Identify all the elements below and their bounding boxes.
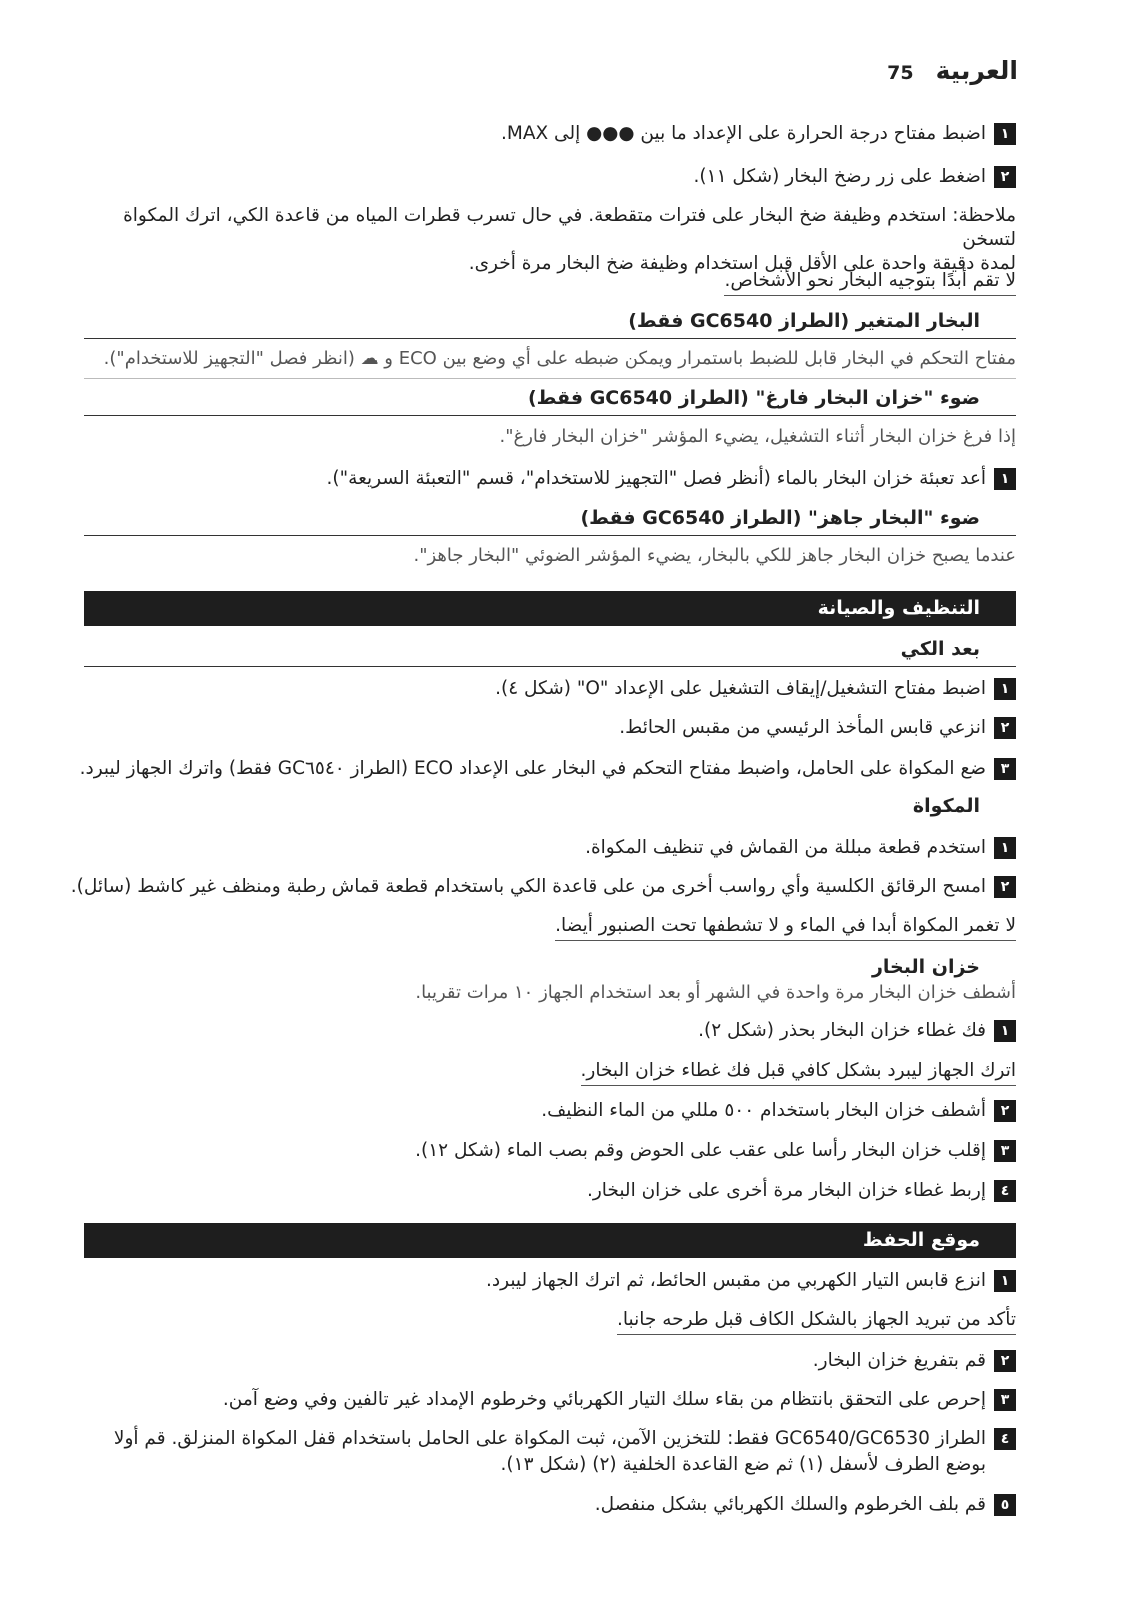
tank-empty-heading-row <box>84 384 1016 416</box>
iron-heading: المكواة <box>912 795 980 817</box>
step-text: إقلب خزان البخار رأسا على عقب على الحوض وقم بصب الماء (شكل ١٢). <box>415 1140 986 1161</box>
storage-step-4 <box>84 1426 1016 1478</box>
after-ironing-step-1 <box>84 676 1016 702</box>
page-header <box>887 56 1018 85</box>
step-set-temperature <box>84 121 1016 147</box>
tank-heading: خزان البخار <box>871 956 980 978</box>
step-number-badge: ٣ <box>994 1389 1016 1411</box>
warning-steam <box>84 268 1016 296</box>
iron-step-2 <box>70 874 1016 900</box>
tank-empty-body <box>84 424 1016 450</box>
tank-heading-row <box>84 953 1016 981</box>
step-text: اضغط على زر رضخ البخار (شكل ١١). <box>693 166 986 187</box>
step-number-badge: ٢ <box>994 1100 1016 1122</box>
iron-step-1 <box>84 835 1016 861</box>
note-line-1: ملاحظة: استخدم وظيفة ضخ البخار على فترات متقطعة. في حال تسرب قطرات المياه من قاعدة الكي، اترك المكواة لتسخن <box>123 205 1016 250</box>
storage-step-2 <box>84 1348 1016 1374</box>
step-number-badge: ١ <box>994 1270 1016 1292</box>
iron-heading-row <box>84 792 1016 820</box>
step-text: قم بلف الخرطوم والسلك الكهربائي بشكل منفصل. <box>594 1494 986 1515</box>
step-number-badge: ٤ <box>994 1180 1016 1202</box>
steam-ready-body <box>84 543 1016 569</box>
after-ironing-heading: بعد الكي <box>84 635 1016 667</box>
section-bar-storage <box>84 1223 1016 1258</box>
step-text: انزع قابس التيار الكهربي من مقبس الحائط، ثم اترك الجهاز ليبرد. <box>486 1270 986 1291</box>
section-bar-cleaning <box>84 591 1016 626</box>
tank-step-3 <box>84 1138 1016 1164</box>
section-title: موقع الحفظ <box>84 1223 1016 1258</box>
step-press-steam <box>84 164 1016 190</box>
after-ironing-heading-row <box>84 635 1016 667</box>
step-number-badge: ٢ <box>994 1350 1016 1372</box>
page-number: 75 <box>887 62 914 84</box>
step-text: اضبط مفتاح التشغيل/إيقاف التشغيل على الإعداد "O" (شكل ٤). <box>495 678 986 699</box>
step-text: إحرص على التحقق بانتظام من بقاء سلك التيار الكهربائي وخرطوم الإمداد غير تالفين وفي وضع آمن. <box>222 1389 986 1410</box>
step-number-badge: ٣ <box>994 758 1016 780</box>
variable-steam-heading-row <box>84 307 1016 339</box>
step-text: أعد تعبئة خزان البخار بالماء (أنظر فصل "التجهيز للاستخدام"، قسم "التعبئة السريعة"). <box>326 468 986 489</box>
tank-step-4 <box>84 1178 1016 1204</box>
steam-ready-heading-row <box>84 504 1016 536</box>
language-title: العربية <box>935 56 1018 85</box>
section-title: التنظيف والصيانة <box>84 591 1016 626</box>
step-text: إربط غطاء خزان البخار مرة أخرى على خزان البخار. <box>586 1180 986 1201</box>
after-ironing-step-3 <box>79 756 1016 782</box>
warning-tank <box>84 1058 1016 1086</box>
tank-empty-heading: ضوء "خزان البخار فارغ" (الطراز GC6540 فقط) <box>84 384 1016 416</box>
tank-empty-text: إذا فرغ خزان البخار أثناء التشغيل، يضيء المؤشر "خزان البخار فارغ". <box>499 426 1016 447</box>
step-text: استخدم قطعة مبللة من القماش في تنظيف المكواة. <box>585 837 986 858</box>
note-line-2: لمدة دقيقة واحدة على الأقل قبل استخدام وظيفة ضخ البخار مرة أخرى. <box>468 253 1016 274</box>
storage-step-5 <box>84 1492 1016 1518</box>
step-number-badge: ٢ <box>994 876 1016 898</box>
steam-ready-text: عندما يصبح خزان البخار جاهز للكي بالبخار، يضيء المؤشر الضوئي "البخار جاهز". <box>413 545 1016 566</box>
tank-step-1 <box>84 1018 1016 1044</box>
storage-step-1 <box>84 1268 1016 1294</box>
variable-steam-body <box>84 346 1016 379</box>
step-number-badge: ٢ <box>994 166 1016 188</box>
step-text-line-2: بوضع الطرف لأسفل (١) ثم ضع القاعدة الخلفية (٢) (شكل ١٣). <box>500 1454 986 1475</box>
warning-text: تأكد من تبريد الجهاز بالشكل الكاف قبل طرحه جانبا. <box>617 1307 1016 1335</box>
step-text: فك غطاء خزان البخار بحذر (شكل ٢). <box>698 1020 986 1041</box>
step-number-badge: ١ <box>994 678 1016 700</box>
step-number-badge: ١ <box>994 123 1016 145</box>
warning-text: لا تقم أبدًا بتوجيه البخار نحو الأشخاص. <box>724 268 1016 296</box>
step-text: أشطف خزان البخار باستخدام ٥٠٠ مللي من الماء النظيف. <box>541 1100 986 1121</box>
step-refill-tank <box>84 466 1016 492</box>
step-text: امسح الرقائق الكلسية وأي رواسب أخرى من على قاعدة الكي باستخدام قطعة قماش رطبة ومنظف غير كاشط (سائل). <box>70 876 986 897</box>
note-paragraph <box>84 204 1016 276</box>
step-number-badge: ١ <box>994 837 1016 859</box>
tank-step-2 <box>84 1098 1016 1124</box>
step-number-badge: ٤ <box>994 1428 1016 1450</box>
tank-text: أشطف خزان البخار مرة واحدة في الشهر أو بعد استخدام الجهاز ١٠ مرات تقريبا. <box>415 982 1016 1003</box>
step-number-badge: ٣ <box>994 1140 1016 1162</box>
step-number-badge: ١ <box>994 1020 1016 1042</box>
step-text: اضبط مفتاح درجة الحرارة على الإعداد ما بين ●●● إلى MAX. <box>500 123 986 144</box>
step-text: انزعي قابس المأخذ الرئيسي من مقبس الحائط. <box>619 717 986 738</box>
tank-body <box>84 980 1016 1006</box>
step-text: قم بتفريغ خزان البخار. <box>812 1350 986 1371</box>
variable-steam-heading: البخار المتغير (الطراز GC6540 فقط) <box>84 307 1016 339</box>
step-number-badge: ٢ <box>994 717 1016 739</box>
step-text-line-1: الطراز GC6540/GC6530 فقط: للتخزين الآمن، ثبت المكواة على الحامل باستخدام قفل المكواة المنزلق. قم أولا <box>113 1428 986 1449</box>
step-text: ضع المكواة على الحامل، واضبط مفتاح التحكم في البخار على الإعداد ECO (الطراز GC٦٥٤٠ فقط) واترك الجهاز ليبرد. <box>79 758 986 779</box>
warning-text: لا تغمر المكواة أبدا في الماء و لا تشطفها تحت الصنبور أيضا. <box>555 913 1016 941</box>
warning-storage <box>84 1307 1016 1335</box>
warning-text: اترك الجهاز ليبرد بشكل كافي قبل فك غطاء خزان البخار. <box>581 1058 1017 1086</box>
after-ironing-step-2 <box>84 715 1016 741</box>
variable-steam-text: مفتاح التحكم في البخار قابل للضبط باستمرار ويمكن ضبطه على أي وضع بين ECO و ☁ (انظر فصل "التجهيز للاستخدام"). <box>84 346 1016 379</box>
warning-iron <box>84 913 1016 941</box>
storage-step-3 <box>84 1387 1016 1413</box>
steam-ready-heading: ضوء "البخار جاهز" (الطراز GC6540 فقط) <box>84 504 1016 536</box>
step-number-badge: ١ <box>994 468 1016 490</box>
step-number-badge: ٥ <box>994 1494 1016 1516</box>
